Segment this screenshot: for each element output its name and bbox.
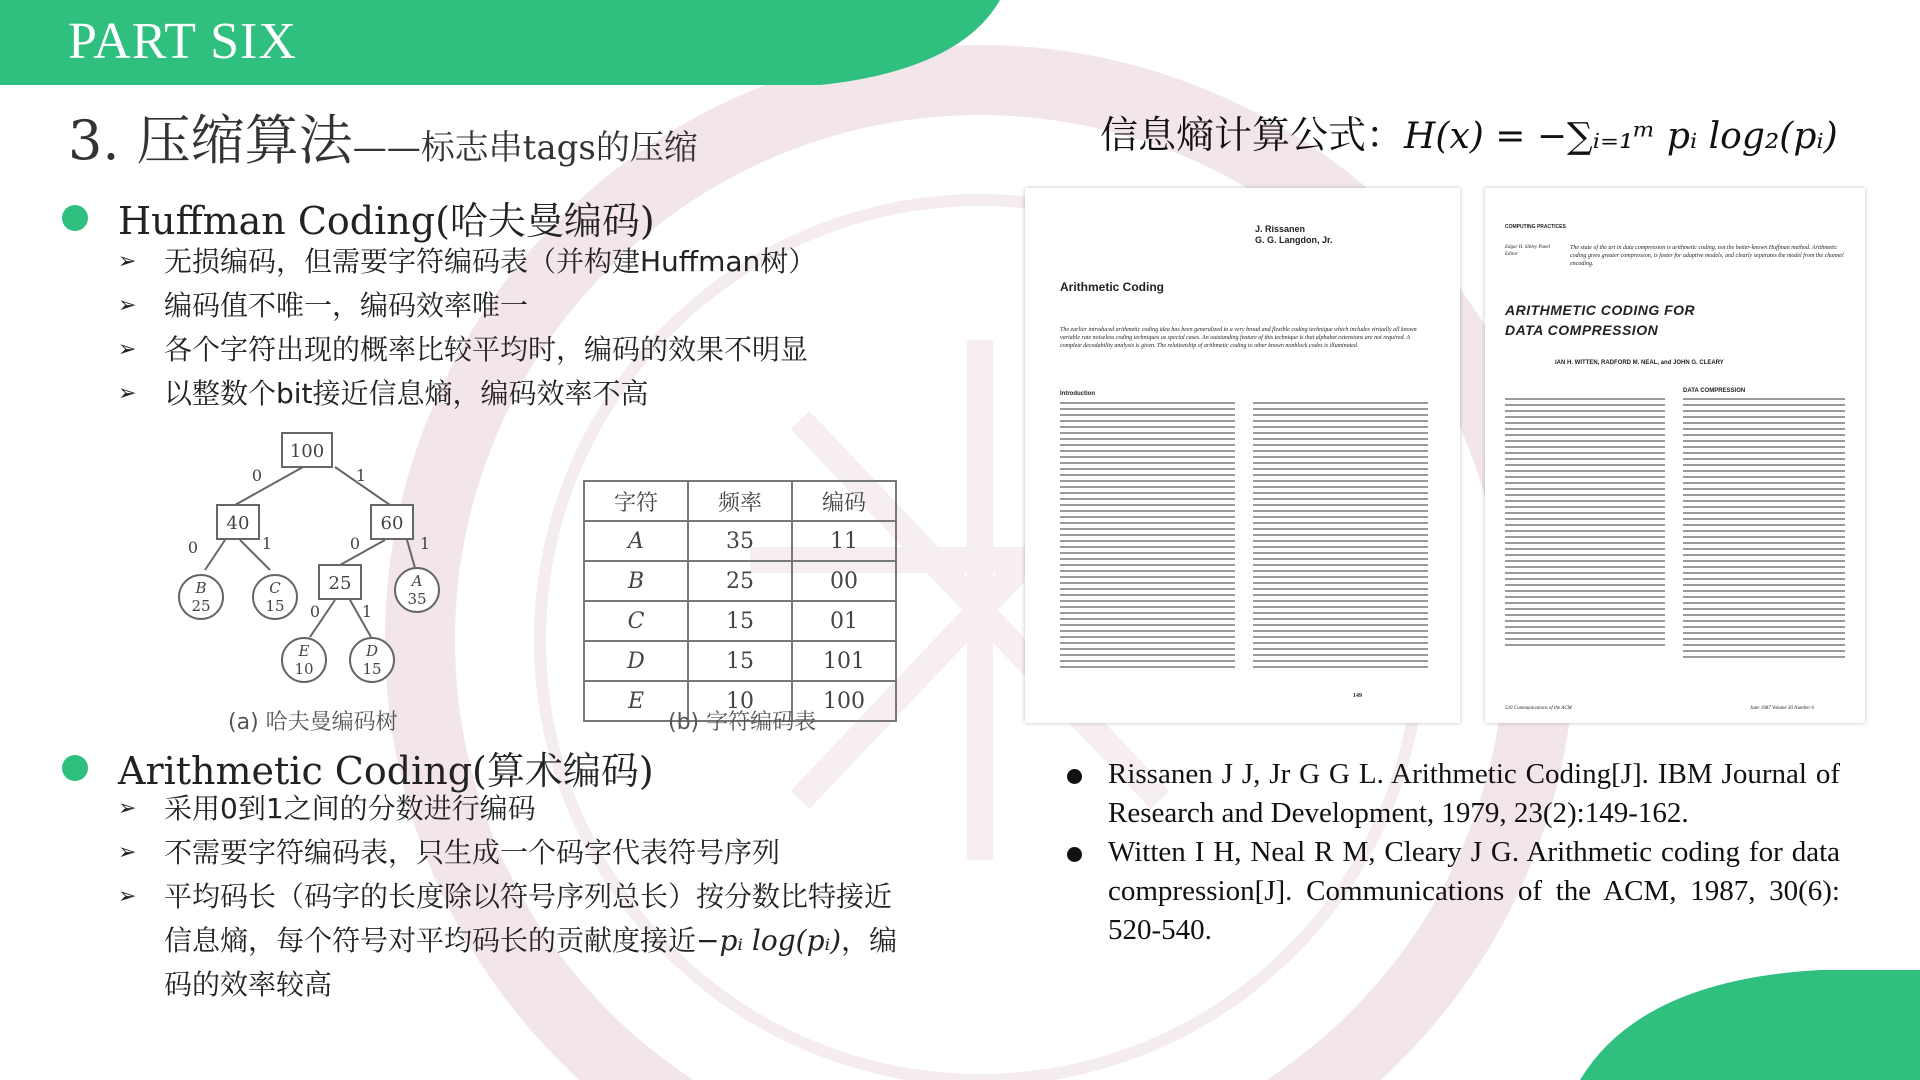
leaf-symbol: E <box>298 642 310 660</box>
huffman-bullet-list <box>118 240 918 416</box>
table-row: E 10 100 <box>584 681 896 721</box>
leaf-symbol: C <box>269 579 281 597</box>
list-item: ➢ 无损编码，但需要字符编码表（并构建Huffman树） <box>118 240 918 284</box>
edge-label: 0 <box>187 538 199 557</box>
paper-text-column <box>1505 398 1665 650</box>
paper-editor: Edgar H. Sibley Panel Editor <box>1505 245 1550 257</box>
leaf-weight: 15 <box>265 597 285 615</box>
corner-decoration <box>1580 970 1920 1080</box>
edge-label: 1 <box>261 534 273 553</box>
reference-list <box>1065 755 1840 950</box>
paper-abstract: The state of the art in data compression is arithmetic coding, not the better-known Huffman method. Arithmetic coding gives greater compression, is faster for adaptive models, and clearly separates the model from the channel encoding. <box>1570 245 1844 267</box>
entropy-formula <box>1100 104 1838 159</box>
formula-expression: H(x) = −∑ᵢ₌₁ᵐ pᵢ log₂(pᵢ) <box>1404 116 1838 157</box>
edge-label: 0 <box>309 602 321 621</box>
paper-authors: J. Rissanen G. G. Langdon, Jr. <box>1255 224 1333 245</box>
node-label: 40 <box>226 513 250 534</box>
arrow-icon: ➢ <box>118 884 137 909</box>
arrow-icon: ➢ <box>118 337 137 362</box>
leaf-symbol: B <box>195 579 207 597</box>
arrow-icon: ➢ <box>118 381 137 406</box>
code-table <box>583 480 897 722</box>
title-sub: ——标志串tags的压缩 <box>352 128 698 168</box>
list-item: ➢ 编码值不唯一，编码效率唯一 <box>118 284 918 328</box>
reference-item: Rissanen J J, Jr G G L. Arithmetic Coding[J]. IBM Journal of Research and Development, 1979, 23(2):149-162. <box>1065 755 1840 833</box>
edge-label: 0 <box>349 534 361 553</box>
node-label: 60 <box>380 513 404 534</box>
tree-caption: (a) 哈夫曼编码树 <box>228 710 398 735</box>
list-item: ➢ 平均码长（码字的长度除以符号序列总长）按分数比特接近信息熵，每个符号对平均码长的贡献度接近−pᵢ log(pᵢ)，编码的效率较高 <box>118 875 908 1007</box>
paper-byline: IAN H. WITTEN, RADFORD M. NEAL, and JOHN G. CLEARY <box>1555 360 1724 366</box>
leaf-weight: 25 <box>191 597 211 615</box>
paper-title: Arithmetic Coding <box>1060 280 1164 294</box>
arrow-icon: ➢ <box>118 249 137 274</box>
paper-rissanen-thumbnail <box>1025 188 1460 723</box>
paper-text-column <box>1253 402 1428 672</box>
code-table-figure <box>583 480 897 722</box>
node-label: 100 <box>289 441 325 462</box>
paper-text-column <box>1683 398 1845 662</box>
paper-witten-thumbnail <box>1485 188 1865 723</box>
paper-page-number: 149 <box>1353 693 1362 699</box>
edge-label: 0 <box>251 466 263 485</box>
list-item: ➢ 以整数个bit接近信息熵，编码效率不高 <box>118 372 918 416</box>
leaf-weight: 35 <box>407 590 427 608</box>
huffman-tree-diagram <box>175 425 455 725</box>
paper-footer-left: 520 Communications of the ACM <box>1505 706 1572 711</box>
leaf-weight: 15 <box>362 660 382 678</box>
paper-category: COMPUTING PRACTICES <box>1505 224 1566 230</box>
leaf-weight: 10 <box>294 660 314 678</box>
list-item: ➢ 各个字符出现的概率比较平均时，编码的效果不明显 <box>118 328 918 372</box>
arrow-icon: ➢ <box>118 840 137 865</box>
table-row: B 25 00 <box>584 561 896 601</box>
column-header: 字符 <box>584 481 688 521</box>
arithmetic-bullet-list <box>118 787 908 1007</box>
formula-label: 信息熵计算公式： <box>1100 113 1405 157</box>
table-row: A 35 11 <box>584 521 896 561</box>
edge-label: 1 <box>361 602 373 621</box>
contribution-expression: −pᵢ log(pᵢ) <box>696 924 842 957</box>
arithmetic-heading: Arithmetic Coding(算术编码) <box>62 740 654 795</box>
bullet-dot <box>62 205 88 231</box>
list-item: ➢ 采用0到1之间的分数进行编码 <box>118 787 908 831</box>
edge-label: 1 <box>355 466 367 485</box>
paper-abstract: The earlier introduced arithmetic coding idea has been generalized to a very broad and flexible coding technique which includes virtually all known variable rate noiseless coding techniques as special cases. An outstanding feature of this technique is that alphabet extensions are not required. A complete decodability analysis is given. The relationship of arithmetic coding to other known nonblock codes is illuminated. <box>1060 327 1417 349</box>
column-header: 频率 <box>688 481 792 521</box>
part-label: PART SIX <box>68 13 297 70</box>
title-main: 3. 压缩算法 <box>68 109 353 172</box>
edge-label: 1 <box>419 534 431 553</box>
leaf-symbol: A <box>411 572 423 590</box>
reference-item: Witten I H, Neal R M, Cleary J G. Arithmetic coding for data compression[J]. Communications of the ACM, 1987, 30(6): 520-540. <box>1065 833 1840 950</box>
arrow-icon: ➢ <box>118 293 137 318</box>
arrow-icon: ➢ <box>118 796 137 821</box>
paper-section-heading: Introduction <box>1060 391 1095 397</box>
table-header-row <box>584 481 896 521</box>
paper-title: ARITHMETIC CODING FOR DATA COMPRESSION <box>1505 302 1696 338</box>
paper-text-column <box>1060 402 1235 672</box>
huffman-heading: Huffman Coding(哈夫曼编码) <box>62 190 655 245</box>
table-caption: (b) 字符编码表 <box>668 710 817 735</box>
column-header: 编码 <box>792 481 896 521</box>
table-row: D 15 101 <box>584 641 896 681</box>
leaf-symbol: D <box>365 642 379 660</box>
node-label: 25 <box>328 573 352 594</box>
paper-section-heading: DATA COMPRESSION <box>1683 388 1746 394</box>
slide-title <box>68 98 698 175</box>
table-row: C 15 01 <box>584 601 896 641</box>
paper-footer-right: June 1987 Volume 30 Number 6 <box>1750 706 1815 711</box>
list-item: ➢ 不需要字符编码表，只生成一个码字代表符号序列 <box>118 831 908 875</box>
bullet-dot <box>62 755 88 781</box>
